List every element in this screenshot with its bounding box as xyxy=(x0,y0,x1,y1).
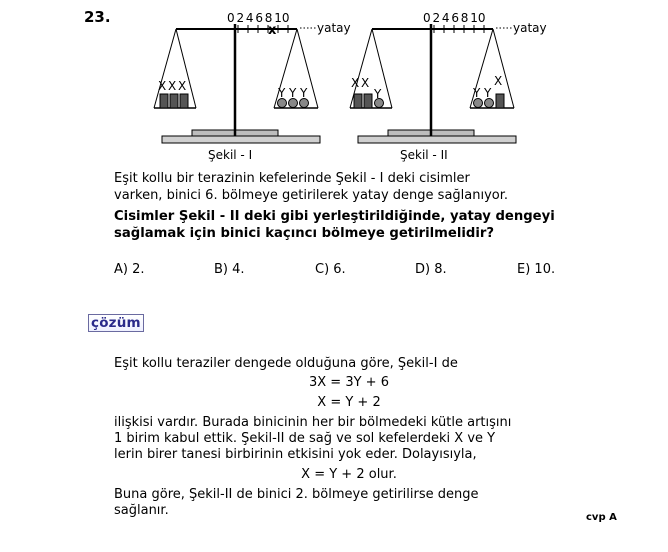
fig1-left-label-1: X xyxy=(168,79,177,93)
choice-e[interactable]: E) 10. xyxy=(517,262,556,277)
object-x xyxy=(496,94,504,108)
object-x xyxy=(354,94,362,108)
object-x xyxy=(364,94,372,108)
choice-c[interactable]: C) 6. xyxy=(315,262,346,277)
balance-1-base xyxy=(162,136,320,143)
object-x xyxy=(170,94,178,108)
fig1-left-label-2: X xyxy=(178,79,187,93)
solution-line: lerin birer tanesi birbirinin etkisini yok eder. Dolayısıyla, xyxy=(114,447,477,462)
fig1-right-label-0: Y xyxy=(278,86,286,100)
solution-line: Buna göre, Şekil-II de binici 2. bölmeye getirilirse denge xyxy=(114,487,479,502)
rider-mark-1: x xyxy=(268,23,277,38)
level-label-2: yatay xyxy=(513,21,547,35)
question-prompt-line: sağlamak için binici kaçıncı bölmeye getirilmelidir? xyxy=(114,226,494,241)
scale-numbers-2: 0 2 4 6 8 10 xyxy=(423,11,486,25)
fig2-caption: Şekil - II xyxy=(400,148,448,162)
question-text-line: Eşit kollu bir terazinin kefelerinde Şekil - I deki cisimler xyxy=(114,171,470,186)
choice-a[interactable]: A) 2. xyxy=(114,262,145,277)
fig2-left-label-1: X xyxy=(361,76,370,90)
choice-d[interactable]: D) 8. xyxy=(415,262,447,277)
fig2-left-label-2: Y xyxy=(374,87,382,101)
question-prompt xyxy=(114,208,594,242)
fig1-right-label-1: Y xyxy=(289,86,297,100)
object-x xyxy=(160,94,168,108)
solution-line: Eşit kollu teraziler dengede olduğuna göre, Şekil-I de xyxy=(114,356,458,371)
fig2-right-label-2: X xyxy=(494,74,503,88)
solution-line: ilişkisi vardır. Burada binicinin her bir bölmedeki kütle artışını xyxy=(114,415,512,430)
fig1-left-label-0: X xyxy=(158,79,167,93)
choice-b[interactable]: B) 4. xyxy=(214,262,245,277)
solution-equation: X = Y + 2 xyxy=(317,395,381,410)
fig2-right-label-0: Y xyxy=(473,86,481,100)
question-prompt-line: Cisimler Şekil - II deki gibi yerleştirildiğinde, yatay dengeyi xyxy=(114,209,555,224)
level-label-1: yatay xyxy=(317,21,351,35)
solution-line: 1 birim kabul ettik. Şekil-II de sağ ve sol kefelerdeki X ve Y xyxy=(114,431,496,446)
answer-label: cvp A xyxy=(586,512,617,523)
solution-heading: çözüm xyxy=(88,314,144,332)
question-number: 23. xyxy=(84,8,111,26)
object-x xyxy=(180,94,188,108)
balance-2 xyxy=(350,24,516,143)
solution-equation: 3X = 3Y + 6 xyxy=(309,375,389,390)
fig2-left-label-0: X xyxy=(351,76,360,90)
solution-line: sağlanır. xyxy=(114,503,169,518)
fig1-caption: Şekil - I xyxy=(208,148,253,162)
fig1-right-label-2: Y xyxy=(300,86,308,100)
solution-equation: X = Y + 2 olur. xyxy=(301,467,397,482)
question-text xyxy=(114,170,584,204)
scale-numbers-1: 0 2 4 6 8 10 xyxy=(227,11,290,25)
question-text-line: varken, binici 6. bölmeye getirilerek yatay denge sağlanıyor. xyxy=(114,188,509,203)
fig2-right-label-1: Y xyxy=(484,86,492,100)
balance-2-base xyxy=(358,136,516,143)
balance-figure xyxy=(150,6,570,166)
